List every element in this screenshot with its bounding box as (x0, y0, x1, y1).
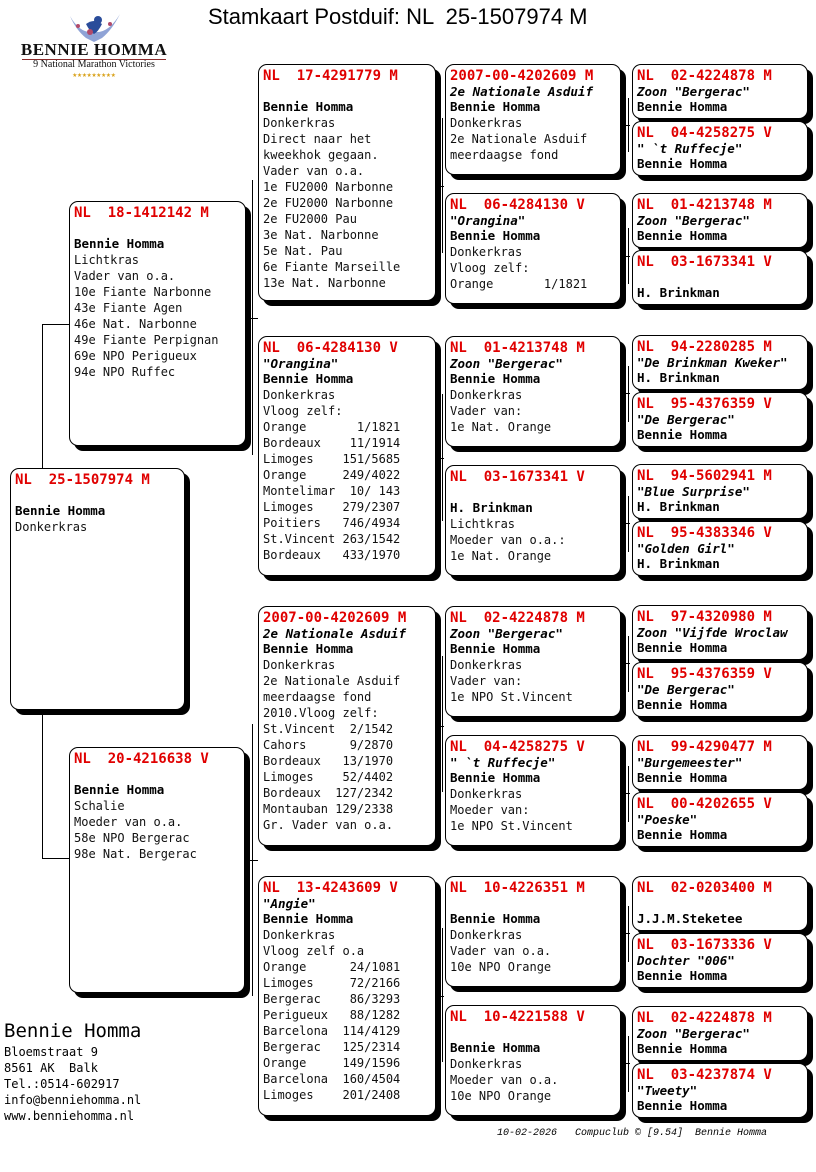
nickname-empty (450, 485, 616, 500)
nickname-empty (637, 896, 803, 911)
ring-number: NL 06-4284130 V (450, 197, 585, 213)
connector-line (620, 125, 630, 126)
detail-line: 98e Nat. Bergerac (74, 847, 197, 861)
nickname-empty (15, 488, 180, 503)
pigeon-card-gggp[interactable] (632, 735, 808, 790)
detail-line: Donkerkras (450, 388, 523, 402)
nickname: 2e Nationale Asduif (263, 626, 406, 641)
detail-line: meerdaagse fond (450, 148, 559, 162)
detail-line: Donkerkras (450, 1057, 523, 1071)
detail-line: Limoges 72/2166 (263, 976, 401, 990)
ring-number: NL 95-4383346 V (637, 525, 772, 541)
detail-line: Limoges 52/4402 (263, 770, 394, 784)
nickname: 2e Nationale Asduif (450, 84, 593, 99)
address-city: 8561 AK Balk (4, 1061, 98, 1075)
owner-name: Bennie Homma (637, 1041, 728, 1056)
detail-line: kweekhok gegaan. (263, 148, 379, 162)
detail-line: 10e Fiante Narbonne (74, 285, 212, 299)
ring-number: NL 18-1412142 M (74, 205, 209, 221)
connector-line (628, 906, 629, 962)
pigeon-card-ggp[interactable] (445, 876, 621, 987)
owner-name: Bennie Homma (637, 827, 728, 842)
connector-line (620, 1063, 630, 1064)
nickname-empty (263, 84, 431, 99)
ring-number: NL 25-1507974 M (15, 472, 150, 488)
pigeon-card-dam-sire[interactable] (258, 606, 436, 846)
logo-name: BENNIE HOMMA (20, 40, 168, 59)
nickname: "Burgemeester" (637, 755, 743, 770)
detail-line: Direct naar het (263, 132, 372, 146)
logo-subtitle: 9 National Marathon Victories (33, 59, 155, 70)
owner-name: Bennie Homma (450, 641, 541, 656)
pigeon-card-gggp[interactable] (632, 1006, 808, 1061)
connector-line (628, 496, 629, 552)
detail-line: Orange 1/1821 (263, 420, 401, 434)
detail-line: Bordeaux 433/1970 (263, 548, 401, 562)
detail-line: Bergerac 86/3293 (263, 992, 401, 1006)
detail-line: 2e FU2000 Pau (263, 212, 357, 226)
owner-name: Bennie Homma (263, 99, 354, 114)
detail-line: Bordeaux 127/2342 (263, 786, 394, 800)
detail-line: Donkerkras (450, 658, 523, 672)
pigeon-card-gggp[interactable] (632, 392, 808, 447)
nickname: Zoon "Vijfde Wroclaw (637, 625, 788, 640)
detail-line: Vader van o.a. (263, 164, 365, 178)
nickname: " `t Ruffecje" (450, 755, 556, 770)
detail-line: Orange 1/1821 (450, 277, 588, 291)
connector-line (436, 726, 444, 727)
pigeon-card-sire-dam[interactable] (258, 336, 436, 576)
owner-name: Bennie Homma (637, 99, 728, 114)
detail-line: Montelimar 10/ 143 (263, 484, 401, 498)
owner-name: Bennie Homma (450, 1040, 541, 1055)
pigeon-card-gggp[interactable] (632, 121, 808, 176)
detail-line: 49e Fiante Perpignan (74, 333, 219, 347)
detail-line: 46e Nat. Narbonne (74, 317, 197, 331)
ring-number: NL 04-4258275 V (450, 739, 585, 755)
owner-name: Bennie Homma (450, 228, 541, 243)
owner-name: Bennie Homma (450, 371, 541, 386)
ring-number: NL 00-4202655 V (637, 796, 772, 812)
nickname-empty (637, 270, 803, 285)
pigeon-card-ggp[interactable] (445, 1005, 621, 1116)
connector-line (620, 393, 630, 394)
pigeon-card-ggp[interactable] (445, 465, 621, 576)
pigeon-card-gggp[interactable] (632, 792, 808, 847)
ring-number: NL 03-1673341 V (450, 469, 585, 485)
ring-number: NL 03-1673336 V (637, 937, 772, 953)
owner-name: Bennie Homma (637, 156, 728, 171)
ring-number: NL 02-4224878 M (450, 610, 585, 626)
nickname: Zoon "Bergerac" (637, 213, 750, 228)
detail-line: 94e NPO Ruffec (74, 365, 176, 379)
pigeon-card-gggp[interactable] (632, 662, 808, 717)
pigeon-card-sire-sire[interactable] (258, 64, 436, 301)
detail-line: Poitiers 746/4934 (263, 516, 401, 530)
detail-line: Moeder van: (450, 803, 530, 817)
ring-number: NL 02-4224878 M (637, 1010, 772, 1026)
ring-number: NL 13-4243609 V (263, 880, 398, 896)
detail-line: Orange 149/1596 (263, 1056, 401, 1070)
ring-number: NL 03-1673341 V (637, 254, 772, 270)
detail-line: Schalie (74, 799, 125, 813)
detail-line: Donkerkras (450, 245, 523, 259)
ring-number: NL 01-4213748 M (450, 340, 585, 356)
owner-name: Bennie Homma (15, 503, 106, 518)
connector-line (436, 186, 444, 187)
connector-line (620, 663, 630, 664)
connector-line (436, 996, 444, 997)
nickname: "Golden Girl" (637, 541, 735, 556)
owner-name: Bennie Homma (637, 640, 728, 655)
detail-line: Moeder van o.a. (74, 815, 183, 829)
pigeon-card-gggp[interactable] (632, 250, 808, 305)
ring-number: NL 10-4226351 M (450, 880, 585, 896)
pigeon-card-gggp[interactable] (632, 933, 808, 988)
detail-line: 10e NPO Orange (450, 960, 552, 974)
ring-number: NL 02-0203400 M (637, 880, 772, 896)
nickname: Zoon "Bergerac" (637, 1026, 750, 1041)
detail-line: Cahors 9/2870 (263, 738, 394, 752)
connector-line (436, 458, 444, 459)
detail-line: 2010.Vloog zelf: (263, 706, 379, 720)
address-website[interactable]: www.benniehomma.nl (4, 1109, 135, 1123)
pigeon-card-gggp[interactable] (632, 464, 808, 519)
detail-line: Vloog zelf: (263, 404, 343, 418)
connector-line (620, 933, 630, 934)
detail-line: Donkerkras (263, 388, 336, 402)
footer-text: 10-02-2026 Compuclub © [9.54] Bennie Homma (497, 1128, 768, 1139)
owner-name: Bennie Homma (637, 427, 728, 442)
detail-line: Lichtkras (450, 517, 516, 531)
ring-number: NL 97-4320980 M (637, 609, 772, 625)
nickname: " `t Ruffecje" (637, 141, 743, 156)
owner-name: Bennie Homma (263, 371, 354, 386)
detail-line: 10e NPO Orange (450, 1089, 552, 1103)
detail-line: Gr. Vader van o.a. (263, 818, 394, 832)
detail-line: 5e Nat. Pau (263, 244, 343, 258)
connector-line (620, 256, 630, 257)
owner-name: H. Brinkman (637, 556, 720, 571)
pigeon-card-gggp[interactable] (632, 876, 808, 931)
detail-line: Moeder van o.a. (450, 1073, 559, 1087)
detail-line: 6e Fiante Marseille (263, 260, 401, 274)
owner-name: Bennie Homma (450, 99, 541, 114)
ring-number: NL 04-4258275 V (637, 125, 772, 141)
detail-line: Donkerkras (15, 520, 88, 534)
owner-name: Bennie Homma (637, 968, 728, 983)
detail-line: Vloog zelf: (450, 261, 530, 275)
connector-line (628, 1036, 629, 1092)
nickname: Dochter "006" (637, 953, 735, 968)
pigeon-card-dam-dam[interactable] (258, 876, 436, 1116)
ring-number: NL 94-5602941 M (637, 468, 772, 484)
nickname: "Angie" (263, 896, 316, 911)
page-title: Stamkaart Postduif: NL 25-1507974 M (208, 4, 588, 29)
detail-line: Donkerkras (450, 116, 523, 130)
nickname: "De Bergerac" (637, 412, 735, 427)
nickname: "De Bergerac" (637, 682, 735, 697)
detail-line: Limoges 151/5685 (263, 452, 401, 466)
detail-line: 69e NPO Perigueux (74, 349, 197, 363)
connector-line (628, 766, 629, 822)
pigeon-card-sire[interactable] (69, 201, 246, 446)
detail-line: 2e Nationale Asduif (450, 132, 588, 146)
connector-line (42, 324, 70, 325)
owner-name: Bennie Homma (637, 770, 728, 785)
owner-name: Bennie Homma (637, 697, 728, 712)
owner-name: Bennie Homma (637, 228, 728, 243)
detail-line: Donkerkras (263, 116, 336, 130)
connector-line (42, 858, 70, 859)
nickname: "Orangina" (263, 356, 339, 371)
pigeon-card-ggp[interactable] (445, 336, 621, 447)
detail-line: Bergerac 125/2314 (263, 1040, 401, 1054)
detail-line: Vader van o.a. (450, 944, 552, 958)
pigeon-card-gggp[interactable] (632, 193, 808, 248)
address-street: Bloemstraat 9 (4, 1045, 98, 1059)
detail-line: Donkerkras (263, 658, 336, 672)
pigeon-card-ggp[interactable] (445, 64, 621, 175)
connector-line (245, 860, 258, 861)
owner-name: Bennie Homma (263, 641, 354, 656)
ring-number: NL 94-2280285 M (637, 339, 772, 355)
address-email[interactable]: info@benniehomma.nl (4, 1093, 142, 1107)
connector-line (245, 318, 258, 319)
detail-line: Orange 24/1081 (263, 960, 401, 974)
pigeon-card-ggp[interactable] (445, 193, 621, 304)
ring-number: NL 17-4291779 M (263, 68, 398, 84)
ring-number: NL 20-4216638 V (74, 751, 209, 767)
owner-name: H. Brinkman (450, 500, 533, 515)
detail-line: 1e Nat. Orange (450, 549, 552, 563)
connector-line (442, 656, 443, 792)
nickname-empty (74, 221, 241, 236)
detail-line: 1e FU2000 Narbonne (263, 180, 394, 194)
breeder-address (4, 1044, 141, 1124)
connector-line (628, 636, 629, 692)
detail-line: 3e Nat. Narbonne (263, 228, 379, 242)
owner-name: H. Brinkman (637, 285, 720, 300)
ring-number: NL 03-4237874 V (637, 1067, 772, 1083)
detail-line: Barcelona 160/4504 (263, 1072, 401, 1086)
detail-line: Limoges 279/2307 (263, 500, 401, 514)
detail-line: 1e NPO St.Vincent (450, 690, 573, 704)
detail-line: Bordeaux 11/1914 (263, 436, 401, 450)
nickname: "Tweety" (637, 1083, 698, 1098)
detail-line: 2e FU2000 Narbonne (263, 196, 394, 210)
detail-line: Vader van o.a. (74, 269, 176, 283)
connector-line (620, 523, 630, 524)
ring-number: 2007-00-4202609 M (263, 610, 407, 626)
detail-line: 1e Nat. Orange (450, 420, 552, 434)
nickname: Zoon "Bergerac" (637, 84, 750, 99)
nickname: "Orangina" (450, 213, 526, 228)
detail-line: 2e Nationale Asduif (263, 674, 401, 688)
ring-number: NL 06-4284130 V (263, 340, 398, 356)
ring-number: 2007-00-4202609 M (450, 68, 594, 84)
detail-line: St.Vincent 2/1542 (263, 722, 394, 736)
pigeon-card-ggp[interactable] (445, 735, 621, 846)
pigeon-logo-icon (8, 12, 180, 42)
owner-name: J.J.M.Steketee (637, 911, 743, 926)
nickname: "Blue Surprise" (637, 484, 750, 499)
owner-name: H. Brinkman (637, 499, 720, 514)
nickname: "Poeske" (637, 812, 698, 827)
detail-line: Orange 249/4022 (263, 468, 401, 482)
ring-number: NL 02-4224878 M (637, 68, 772, 84)
detail-line: Donkerkras (450, 928, 523, 942)
detail-line: Vader van: (450, 404, 523, 418)
owner-name: Bennie Homma (74, 782, 165, 797)
pigeon-card-gggp[interactable] (632, 605, 808, 660)
pigeon-card-subject[interactable] (10, 468, 185, 710)
ring-number: NL 10-4221588 V (450, 1009, 585, 1025)
address-phone: Tel.:0514-602917 (4, 1077, 120, 1091)
detail-line: Moeder van o.a.: (450, 533, 566, 547)
ring-number: NL 95-4376359 V (637, 666, 772, 682)
nickname-empty (74, 767, 240, 782)
nickname-empty (450, 896, 616, 911)
connector-line (42, 714, 43, 859)
connector-line (628, 366, 629, 422)
detail-line: 58e NPO Bergerac (74, 831, 190, 845)
detail-line: Limoges 201/2408 (263, 1088, 401, 1102)
connector-line (620, 793, 630, 794)
logo-stars: ★★★★★★★★★ (72, 70, 116, 79)
pigeon-card-ggp[interactable] (445, 606, 621, 717)
pigeon-card-gggp[interactable] (632, 335, 808, 390)
detail-line: Vloog zelf o.a (263, 944, 365, 958)
detail-line: Montauban 129/2338 (263, 802, 394, 816)
detail-line: Lichtkras (74, 253, 140, 267)
detail-line: 13e Nat. Narbonne (263, 276, 386, 290)
pigeon-card-gggp[interactable] (632, 1063, 808, 1118)
owner-name: H. Brinkman (637, 370, 720, 385)
ring-number: NL 99-4290477 M (637, 739, 772, 755)
detail-line: St.Vincent 263/1542 (263, 532, 401, 546)
nickname: "De Brinkman Kweker" (637, 355, 788, 370)
owner-name: Bennie Homma (74, 236, 165, 251)
nickname: Zoon "Bergerac" (450, 356, 563, 371)
detail-line: Bordeaux 13/1970 (263, 754, 394, 768)
detail-line: Donkerkras (450, 787, 523, 801)
owner-name: Bennie Homma (263, 911, 354, 926)
owner-name: Bennie Homma (450, 770, 541, 785)
nickname-empty (450, 1025, 616, 1040)
ring-number: NL 01-4213748 M (637, 197, 772, 213)
pigeon-card-dam[interactable] (69, 747, 245, 993)
detail-line: meerdaagse fond (263, 690, 372, 704)
pigeon-card-gggp[interactable] (632, 521, 808, 576)
ring-number: NL 95-4376359 V (637, 396, 772, 412)
detail-line: Perigueux 88/1282 (263, 1008, 401, 1022)
detail-line: Vader van: (450, 674, 523, 688)
pigeon-card-gggp[interactable] (632, 64, 808, 119)
connector-line (42, 324, 43, 468)
detail-line: 1e NPO St.Vincent (450, 819, 573, 833)
breeder-name: Bennie Homma (4, 1020, 142, 1042)
logo (8, 12, 180, 82)
connector-line (442, 928, 443, 1062)
owner-name: Bennie Homma (637, 1098, 728, 1113)
detail-line: 43e Fiante Agen (74, 301, 183, 315)
owner-name: Bennie Homma (450, 911, 541, 926)
nickname: Zoon "Bergerac" (450, 626, 563, 641)
detail-line: Barcelona 114/4129 (263, 1024, 401, 1038)
detail-line: Donkerkras (263, 928, 336, 942)
